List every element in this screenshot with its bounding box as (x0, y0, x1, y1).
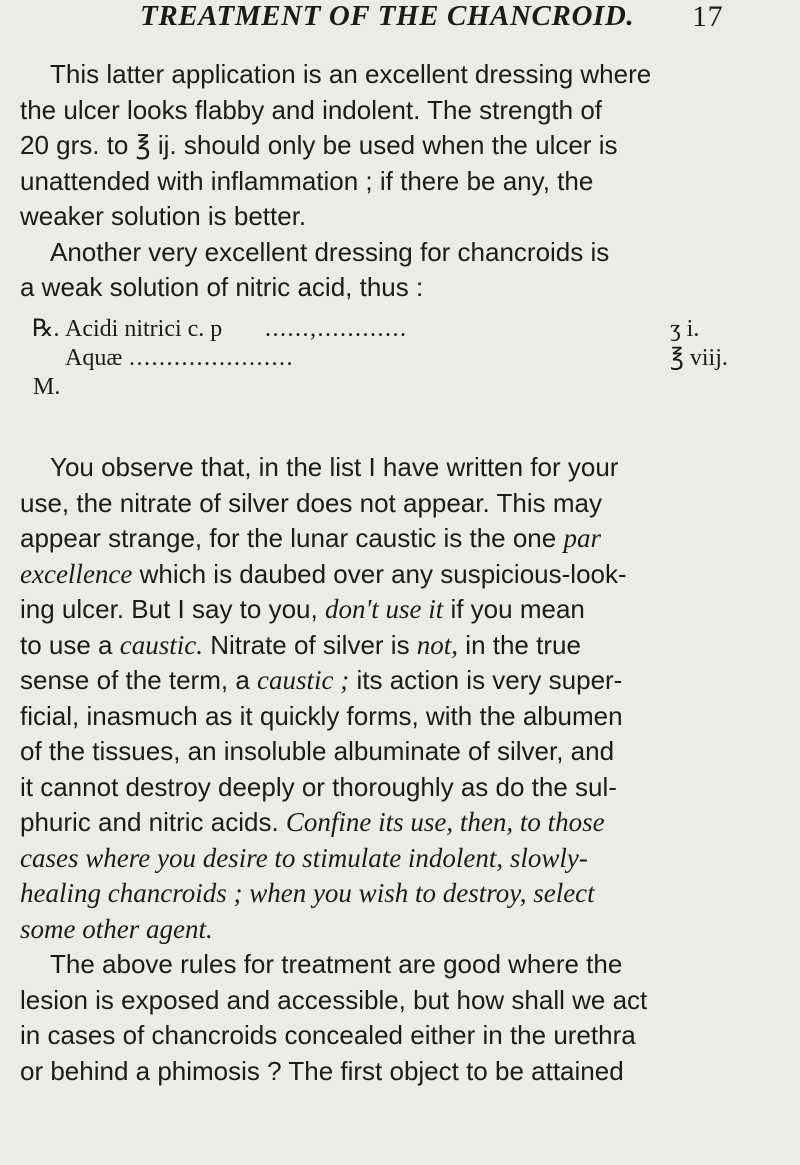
paragraph-line: This latter application is an excellent dressing where (50, 59, 652, 89)
italic-text: don't use it (324, 594, 444, 624)
paragraph-line (20, 805, 788, 841)
text-run: if you mean (443, 594, 585, 624)
prescription (32, 315, 732, 402)
text-run: which is daubed over any suspicious-look- (132, 558, 627, 589)
rx-symbol: ℞. (32, 316, 60, 342)
paragraph-line: in cases of chancroids concealed either in the urethra (20, 1020, 636, 1050)
paragraph-line: 20 grs. to ℥ ij. should only be used when the ulcer is (20, 130, 618, 160)
ingredient-quantity: ℥ viij. (670, 345, 728, 371)
misce-label: M. (33, 374, 61, 400)
prescription-row (32, 373, 732, 402)
text-run: Nitrate of silver is (202, 629, 417, 660)
paragraph-line: unattended with inflammation ; if there be any, the (20, 165, 594, 196)
text-block-top (20, 57, 788, 306)
paragraph-line: healing chancroids ; when you wish to destroy, select (20, 878, 595, 908)
text-run: phuric and nitric acids. (20, 807, 286, 837)
paragraph-line: weaker solution is better. (20, 201, 307, 231)
paragraph-line: it cannot destroy deeply or thoroughly as do the sul- (20, 771, 617, 802)
page-number: 17 (692, 0, 724, 33)
chapter-title: TREATMENT OF THE CHANCROID. (140, 0, 635, 32)
text-run: in the true (458, 629, 581, 660)
text-run: ing ulcer. But I say to you, (20, 594, 325, 624)
prescription-row (32, 315, 732, 344)
paragraph-line: The above rules for treatment are good where the (50, 949, 623, 979)
paragraph-line: Another very excellent dressing for chancroids is (50, 236, 610, 267)
leader-dots: ......,............ (265, 316, 408, 342)
italic-text: caustic ; (257, 665, 350, 695)
paragraph-line (20, 663, 788, 699)
text-run: sense of the term, a (20, 665, 258, 695)
paragraph-line (20, 592, 788, 628)
paragraph-line: lesion is exposed and accessible, but how shall we act (20, 984, 648, 1015)
ingredient-name: Acidi nitrici c. p (65, 316, 223, 342)
paragraph-line (20, 521, 788, 557)
ingredient-quantity: ʒ i. (670, 316, 700, 342)
paragraph-line: a weak solution of nitric acid, thus : (20, 272, 424, 302)
text-run: to use a (20, 629, 120, 660)
paragraph-line: ficial, inasmuch as it quickly forms, with the albumen (20, 700, 623, 731)
paragraph-line: the ulcer looks flabby and indolent. The strength of (20, 94, 603, 125)
leader-dots: ...................... (129, 345, 294, 371)
paragraph-line (20, 628, 788, 664)
italic-text: caustic. (119, 629, 203, 660)
paragraph-line: of the tissues, an insoluble albuminate of silver, and (20, 736, 615, 766)
paragraph-line (20, 557, 788, 593)
text-run: appear strange, for the lunar caustic is the one (20, 523, 564, 553)
running-header (140, 0, 780, 40)
paragraph-line: use, the nitrate of silver does not appear. This may (20, 487, 602, 518)
paragraph-line: some other agent. (20, 913, 213, 944)
italic-text: excellence (20, 558, 133, 589)
italic-text: par (563, 523, 601, 553)
text-block-bottom (20, 450, 788, 1089)
paragraph-line: or behind a phimosis ? The first object to be attained (20, 1055, 624, 1086)
text-run: its action is very super- (349, 665, 623, 695)
prescription-row (32, 344, 732, 373)
paragraph-line: cases where you desire to stimulate indolent, slowly- (20, 842, 588, 873)
ingredient-name: Aquæ (65, 345, 123, 371)
paragraph-line: You observe that, in the list I have written for your (50, 452, 619, 482)
italic-text: Confine its use, then, to those (285, 807, 605, 837)
italic-text: not, (416, 629, 459, 660)
